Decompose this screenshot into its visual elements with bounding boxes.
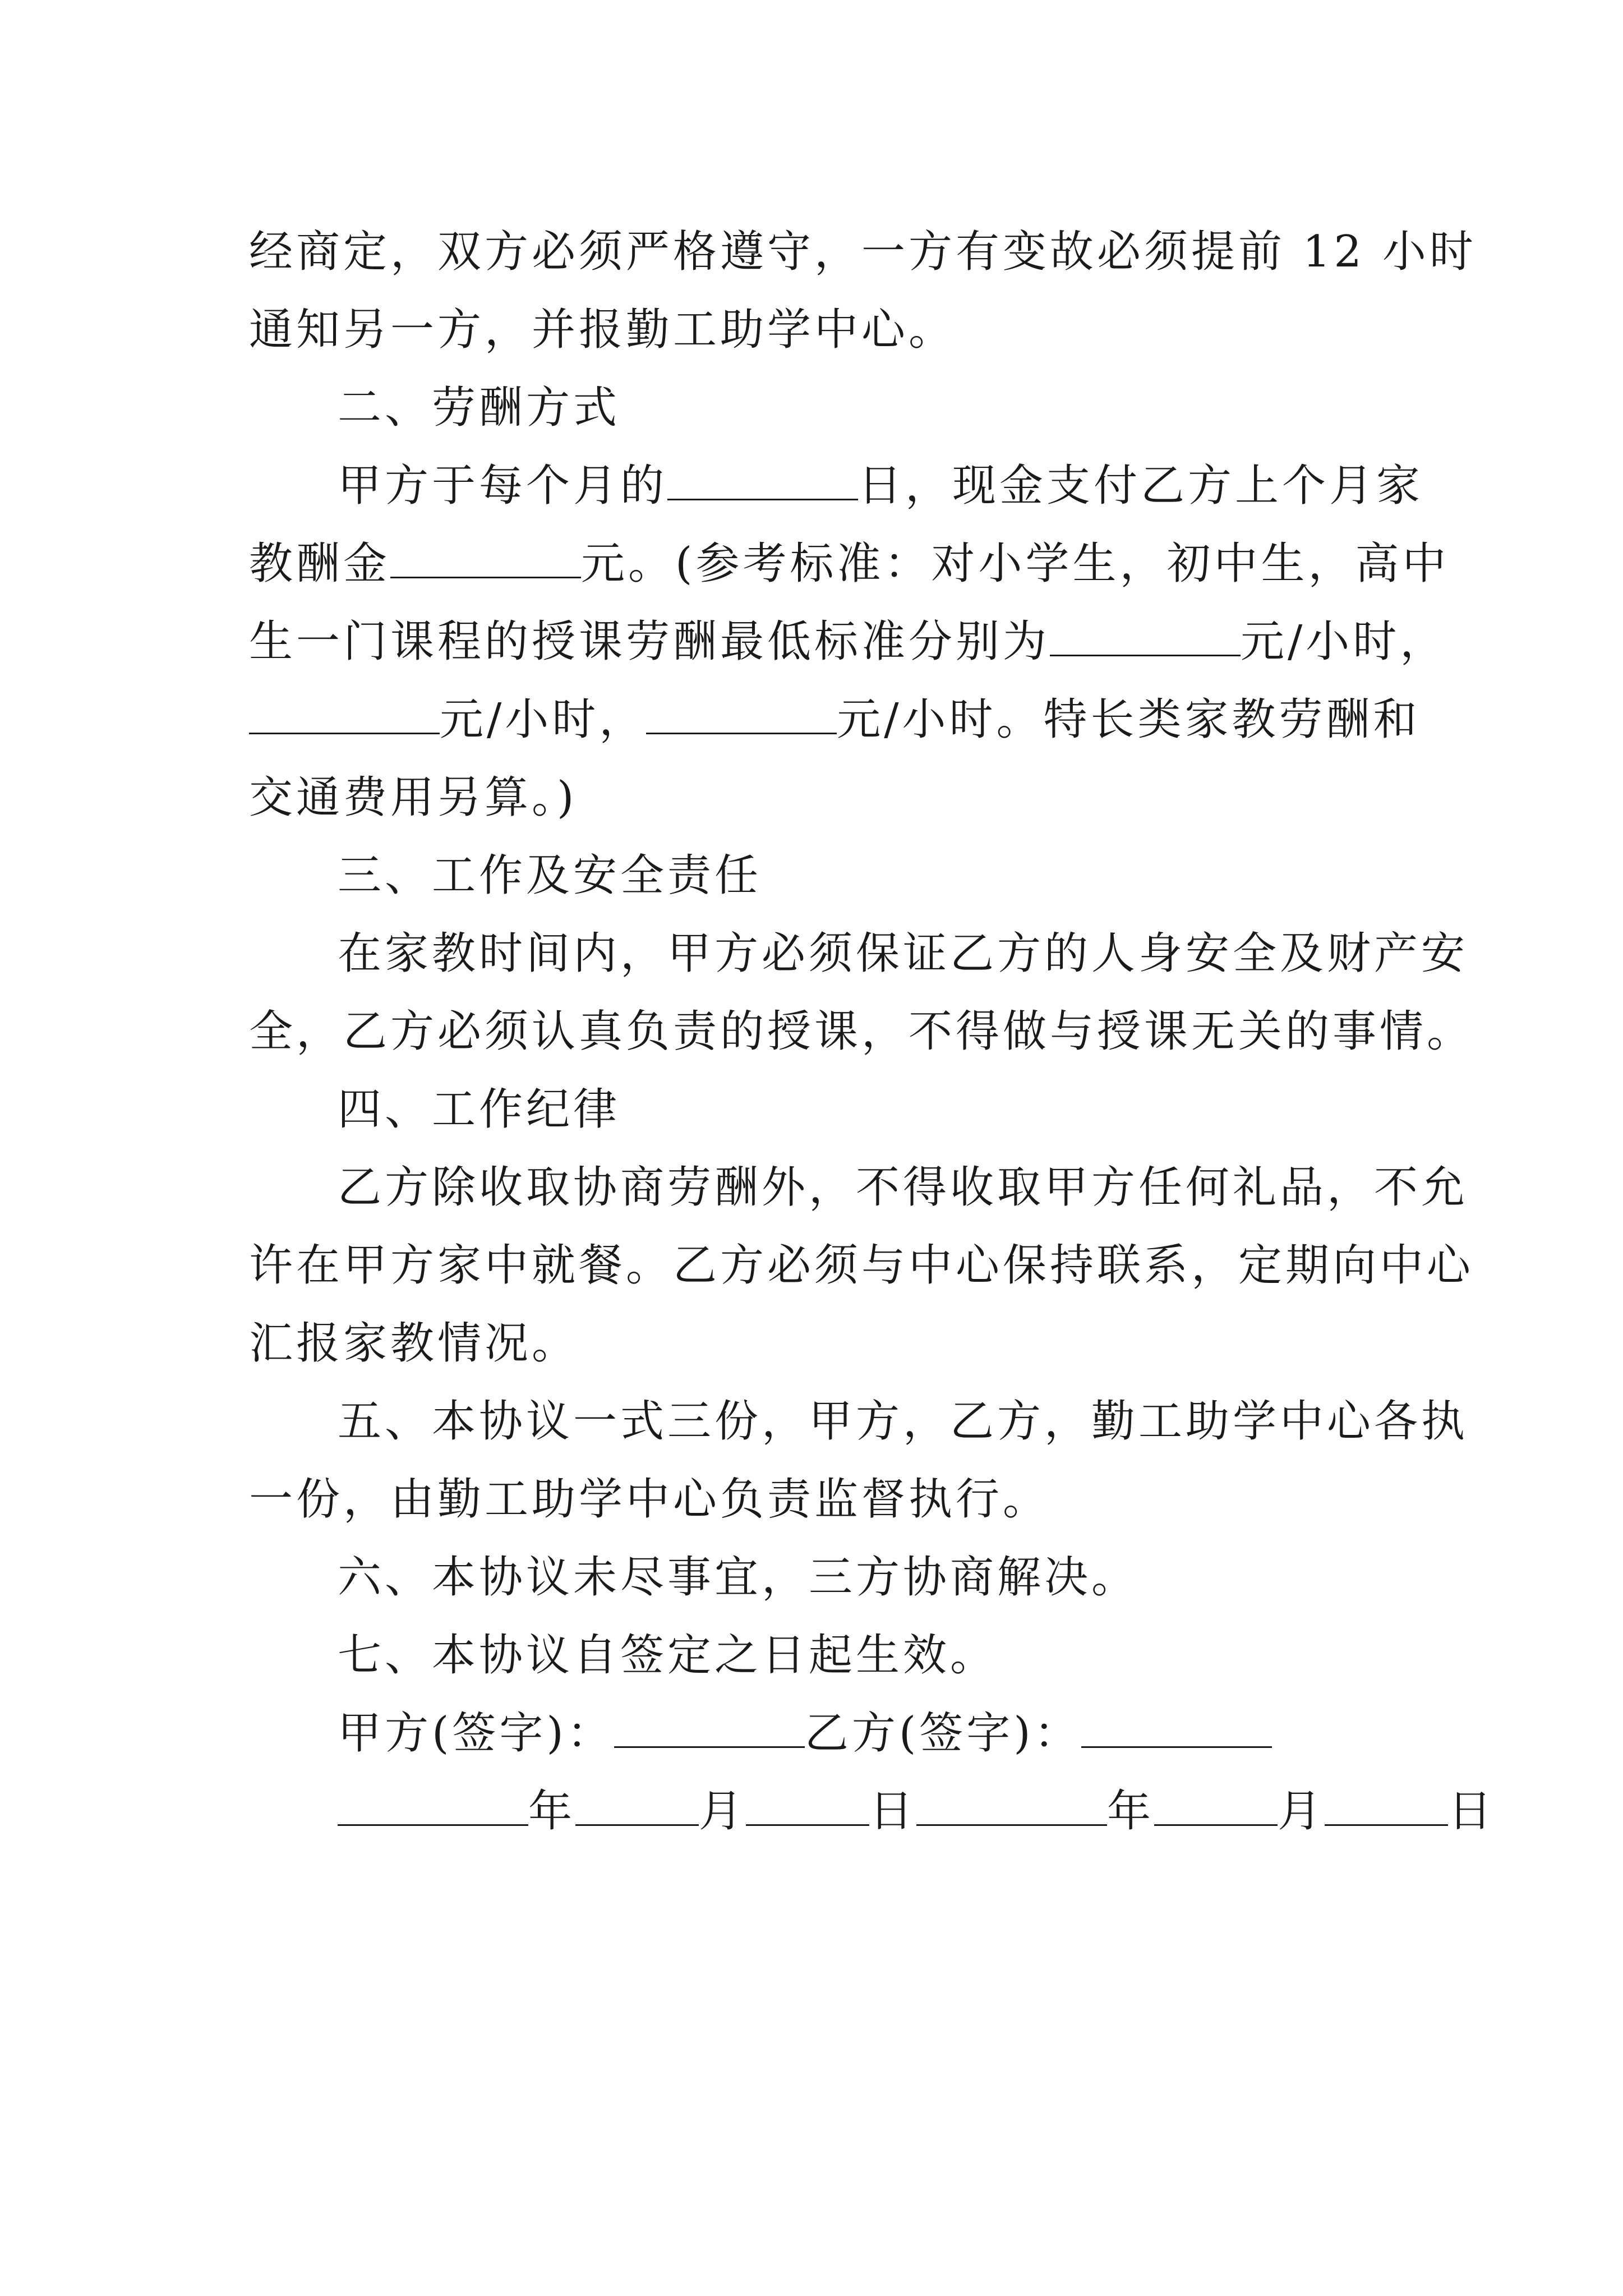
party-a-day-blank[interactable] [746, 1788, 869, 1826]
fee-amount-blank[interactable] [390, 541, 581, 578]
clause-effective-date: 七、本协议自签定之日起生效。 [338, 1630, 998, 1681]
signature-line: 甲方(签字)： 乙方(签字)： [249, 1695, 1393, 1773]
clause-unresolved-matters: 六、本协议未尽事宜，三方协商解决。 [338, 1552, 1139, 1603]
party-b-day-blank[interactable] [1325, 1788, 1448, 1826]
pay-day-blank[interactable] [667, 463, 858, 500]
paragraph-line: 全，乙方必须认真负责的授课，不得做与授课无关的事情。 [249, 1006, 1474, 1057]
junior-rate-blank[interactable] [249, 697, 440, 734]
paragraph-line: 生一门课程的授课劳酬最低标准分别为 元/小时， [249, 616, 1447, 667]
paragraph-line: 一份，由勤工助学中心负责监督执行。 [249, 1474, 1050, 1525]
primary-rate-blank[interactable] [1050, 619, 1241, 656]
paragraph-line: 汇报家教情况。 [249, 1318, 579, 1369]
paragraph-line: 许在甲方家中就餐。乙方必须与中心保持联系，定期向中心 [249, 1240, 1474, 1291]
party-a-month-blank[interactable] [575, 1788, 699, 1826]
party-b-year-blank[interactable] [916, 1788, 1107, 1826]
senior-rate-blank[interactable] [646, 697, 837, 734]
date-line: 年 月 日 年 月 日 [249, 1773, 1393, 1851]
section-heading-discipline: 四、工作纪律 [338, 1084, 621, 1135]
party-b-signature-blank[interactable] [1081, 1710, 1272, 1748]
paragraph-line: 甲方于每个月的 日，现金支付乙方上个月家 [338, 461, 1424, 511]
party-a-signature-blank[interactable] [614, 1710, 805, 1748]
paragraph-line: 乙方除收取协商劳酬外，不得收取甲方任何礼品，不允 [338, 1162, 1469, 1213]
paragraph-line: 通知另一方，并报勤工助学中心。 [249, 305, 956, 355]
agreement-body [249, 213, 1496, 1851]
paragraph-line: 交通费用另算。) [249, 772, 578, 823]
section-heading-remuneration: 二、劳酬方式 [338, 383, 621, 433]
party-a-year-blank[interactable] [338, 1788, 528, 1826]
party-b-month-blank[interactable] [1154, 1788, 1278, 1826]
section-heading-safety: 三、工作及安全责任 [338, 850, 762, 901]
paragraph-line: 教酬金 元。(参考标准：对小学生，初中生，高中 [249, 539, 1450, 589]
clause-copies: 五、本协议一式三份，甲方，乙方，勤工助学中心各执 [338, 1396, 1469, 1447]
paragraph-line: 经商定，双方必须严格遵守，一方有变故必须提前 12 小时 [249, 227, 1477, 277]
paragraph-line: 在家教时间内，甲方必须保证乙方的人身安全及财产安 [338, 928, 1469, 979]
paragraph-line: 元/小时， 元/小时。特长类家教劳酬和 [249, 681, 1393, 759]
